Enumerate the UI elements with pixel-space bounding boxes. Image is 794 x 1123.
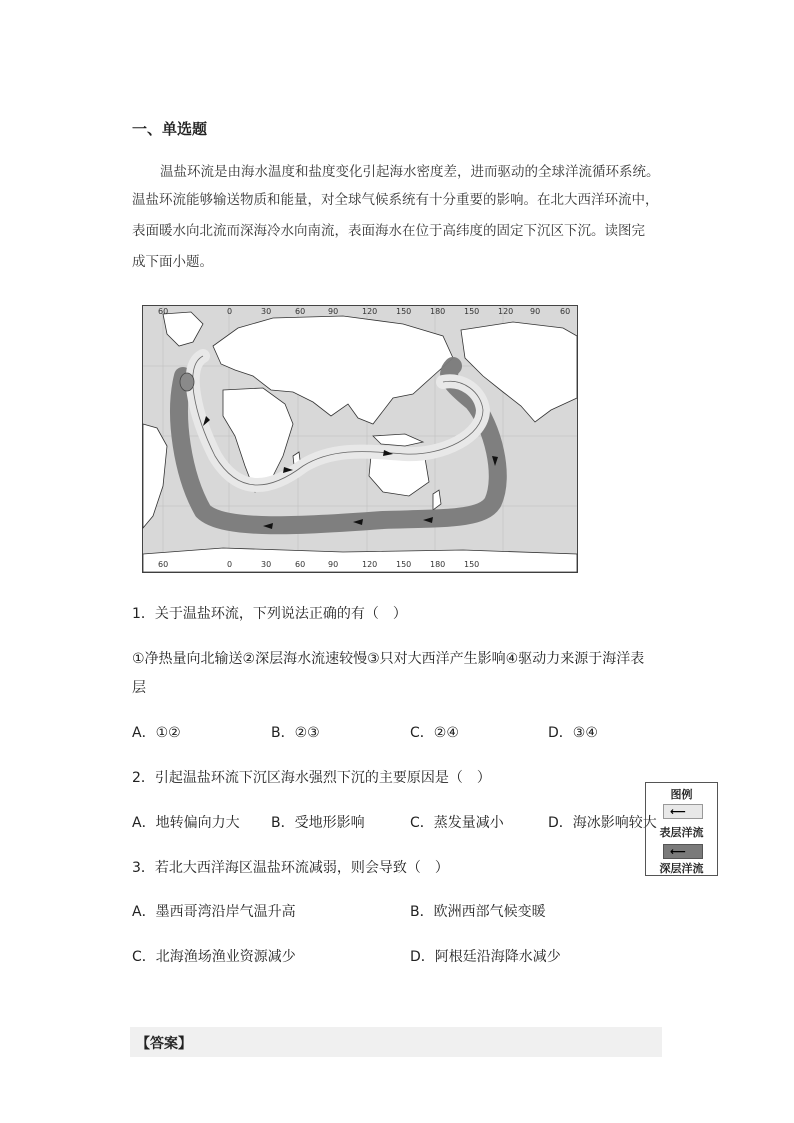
tick-label: 60 [158,560,169,569]
tick-label: 120 [362,307,378,316]
q1-stem: 1．关于温盐环流，下列说法正确的有（ ） [132,606,407,622]
tick-label: 60 [158,307,169,316]
tick-label: 30 [261,560,272,569]
tick-label: 150 [464,560,480,569]
world-map-figure [143,306,577,572]
q1-statements-cont: 层 [132,680,146,696]
q2-option-c[interactable]: C．蒸发量减小 [410,815,504,831]
q1-statements: ①净热量向北输送②深层海水流速较慢③只对大西洋产生影响④驱动力来源于海洋表 [132,651,645,667]
tick-label: 60 [295,560,306,569]
legend-title: 图例 [670,788,693,801]
q3-option-d[interactable]: D．阿根廷沿海降水减少 [410,949,561,965]
tick-label: 90 [328,560,339,569]
q2-option-b[interactable]: B．受地形影响 [271,815,365,831]
arrow-left-icon: ⟵ [670,845,686,858]
q2-option-a[interactable]: A．地转偏向力大 [132,815,240,831]
legend-surface-label: 表层洋流 [659,826,704,839]
intro-line: 温盐环流能够输送物质和能量，对全球气候系统有十分重要的影响。在北大西洋环流中， [132,192,659,208]
intro-line: 成下面小题。 [132,254,213,270]
tick-label: 90 [328,307,339,316]
tick-label: 60 [560,307,571,316]
q1-option-a[interactable]: A．①② [132,725,181,741]
q2-option-d[interactable]: D．海冰影响较大 [548,815,657,831]
tick-label: 150 [396,307,412,316]
tick-label: 30 [261,307,272,316]
tick-label: 0 [227,307,233,316]
arrow-left-icon: ⟵ [670,805,686,818]
deep-swatch [663,844,703,859]
sinking-region [180,373,194,391]
q2-stem: 2．引起温盐环流下沉区海水强烈下沉的主要原因是（ ） [132,770,491,786]
section-title: 一、单选题 [132,120,208,138]
tick-label: 150 [396,560,412,569]
legend-deep-label: 深层洋流 [659,862,704,875]
q3-option-b[interactable]: B．欧洲西部气候变暖 [410,904,546,920]
tick-label: 90 [530,307,541,316]
answer-label: 【答案】 [136,1036,192,1052]
tick-label: 0 [227,560,233,569]
tick-label: 150 [464,307,480,316]
q1-option-d[interactable]: D．③④ [548,725,598,741]
q3-option-a[interactable]: A．墨西哥湾沿岸气温升高 [132,904,296,920]
intro-line: 温盐环流是由海水温度和盐度变化引起海水密度差，进而驱动的全球洋流循环系统。 [160,164,660,180]
tick-label: 60 [295,307,306,316]
tick-label: 120 [498,307,514,316]
q3-stem: 3．若北大西洋海区温盐环流减弱，则会导致（ ） [132,860,449,876]
q1-option-c[interactable]: C．②④ [410,725,459,741]
tick-label: 180 [430,560,446,569]
intro-line: 表面暖水向北流而深海冷水向南流，表面海水在位于高纬度的固定下沉区下沉。读图完 [132,223,645,239]
tick-label: 120 [362,560,378,569]
q1-option-b[interactable]: B．②③ [271,725,320,741]
answer-header [130,1027,662,1057]
surface-swatch [663,804,703,819]
q3-option-c[interactable]: C．北海渔场渔业资源减少 [132,949,296,965]
tick-label: 180 [430,307,446,316]
